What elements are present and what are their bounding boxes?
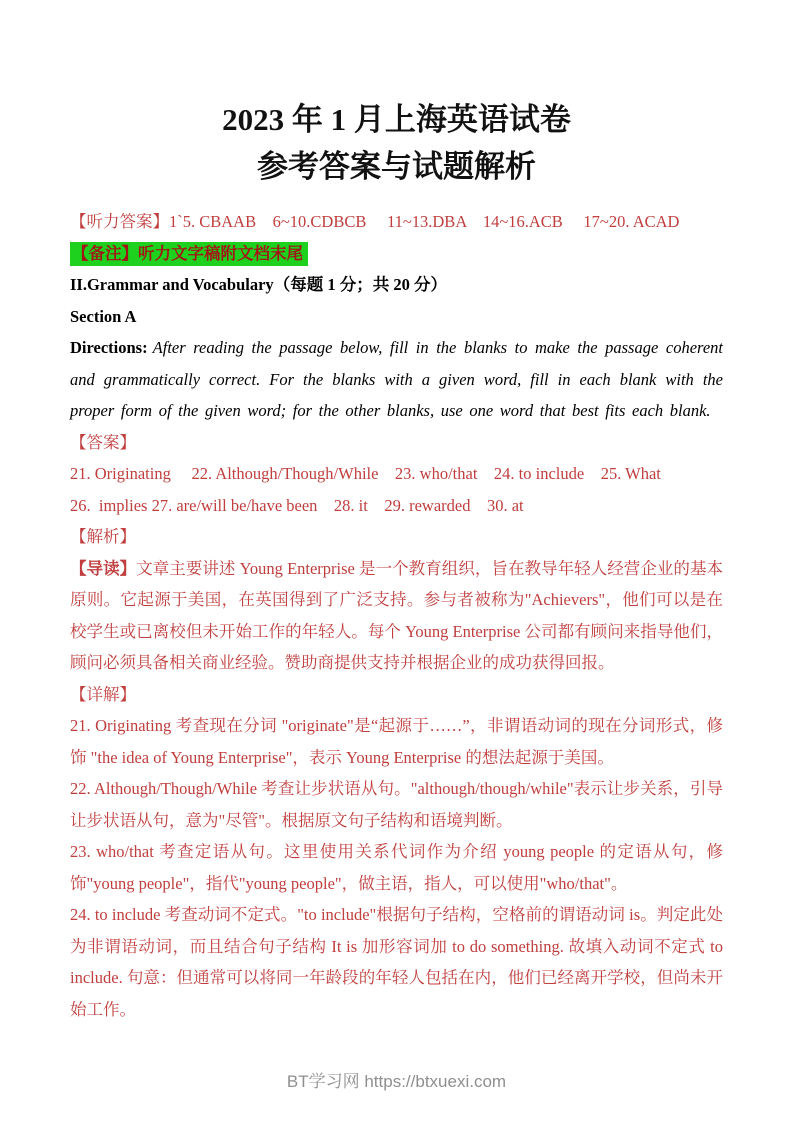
grammar-heading-score: （每题 1 分；共 20 分） — [273, 275, 447, 294]
answers-label: 【答案】 — [70, 432, 136, 452]
listening-answers-label: 【听力答案】 — [70, 212, 169, 231]
directions-paragraph — [70, 332, 723, 427]
detail-item-22: 22. Although/Though/While 考查让步状语从句。"although/though/while"表示让步关系，引导让步状语从句，意为"尽管"。根据原文句子结构和语境判断。 — [70, 779, 723, 830]
listening-answers-line — [70, 206, 723, 238]
detail-item-23: 23. who/that 考查定语从句。这里使用关系代词作为介绍 young people 的定语从句，修饰"young people"，指代"young people"，做主语，指人，可以使用"who/that"。 — [70, 842, 723, 893]
footer-site-text: BT学习网 https://btxuexi.com — [286, 1072, 507, 1091]
page-title-line-1: 2023 年 1 月上海英语试卷 — [222, 102, 571, 137]
listening-note-highlight: 【备注】听力文字稿附文档末尾 — [70, 242, 308, 266]
section-a-label: Section A — [70, 306, 137, 326]
document-body — [0, 96, 793, 1025]
intro-text: 文章主要讲述 Young Enterprise 是一个教育组织，旨在教导年轻人经营企业的基本原则。它起源于美国，在英国得到了广泛支持。参与者被称为"Achievers"，他们可以是在校学生或已离校但未开始工作的年轻人。每个 Young Enterprise 公司都有顾问来指导他们，顾问必须具备相关商业经验。赞助商提供支持并根据企业的成功获得回报。 — [70, 558, 723, 672]
detail-item-21: 21. Originating 考查现在分词 "originate"是“起源于……”，非谓语动词的现在分词形式，修饰 "the idea of Young Enterprise"，表示 Young Enterprise 的想法起源于美国。 — [70, 716, 723, 767]
directions-label: Directions: — [70, 338, 148, 357]
answers-line-26-30: 26. implies 27. are/will be/have been 28. it 29. rewarded 30. at — [70, 495, 524, 515]
listening-answers-values: 1`5. CBAAB 6~10.CDBCB 11~13.DBA 14~16.ACB 17~20. ACAD — [169, 212, 680, 231]
intro-label: 【导读】 — [70, 558, 137, 578]
analysis-label: 【解析】 — [70, 527, 136, 546]
detail-item-24: 24. to include 考查动词不定式。"to include"根据句子结构，空格前的谓语动词 is。判定此处为非谓语动词，而且结合句子结构 It is 加形容词加 to do something. 故填入动词不定式 to include. 句意：但通常可以将同一年龄段的年轻人包括在内，他们已经离开学校，但尚未开始工作。 — [70, 905, 723, 1019]
footer — [0, 1067, 793, 1092]
answers-line-21-25: 21. Originating 22. Although/Though/While 23. who/that 24. to include 25. What — [70, 464, 661, 483]
directions-text: After reading the passage below, fill in the blanks to make the passage coherent and grammatically correct. For the blanks with a given word, fill in each blank with the proper form of the given word; for the other blanks, use one word that best fits each blank. — [70, 338, 723, 420]
detail-label: 【详解】 — [70, 684, 136, 704]
intro-paragraph — [70, 553, 723, 679]
page-title-line-2: 参考答案与试题解析 — [257, 149, 536, 184]
grammar-section-heading — [70, 269, 723, 301]
page-title — [70, 96, 723, 190]
grammar-heading-en: II.Grammar and Vocabulary — [70, 275, 274, 294]
listening-note-line — [70, 238, 723, 270]
